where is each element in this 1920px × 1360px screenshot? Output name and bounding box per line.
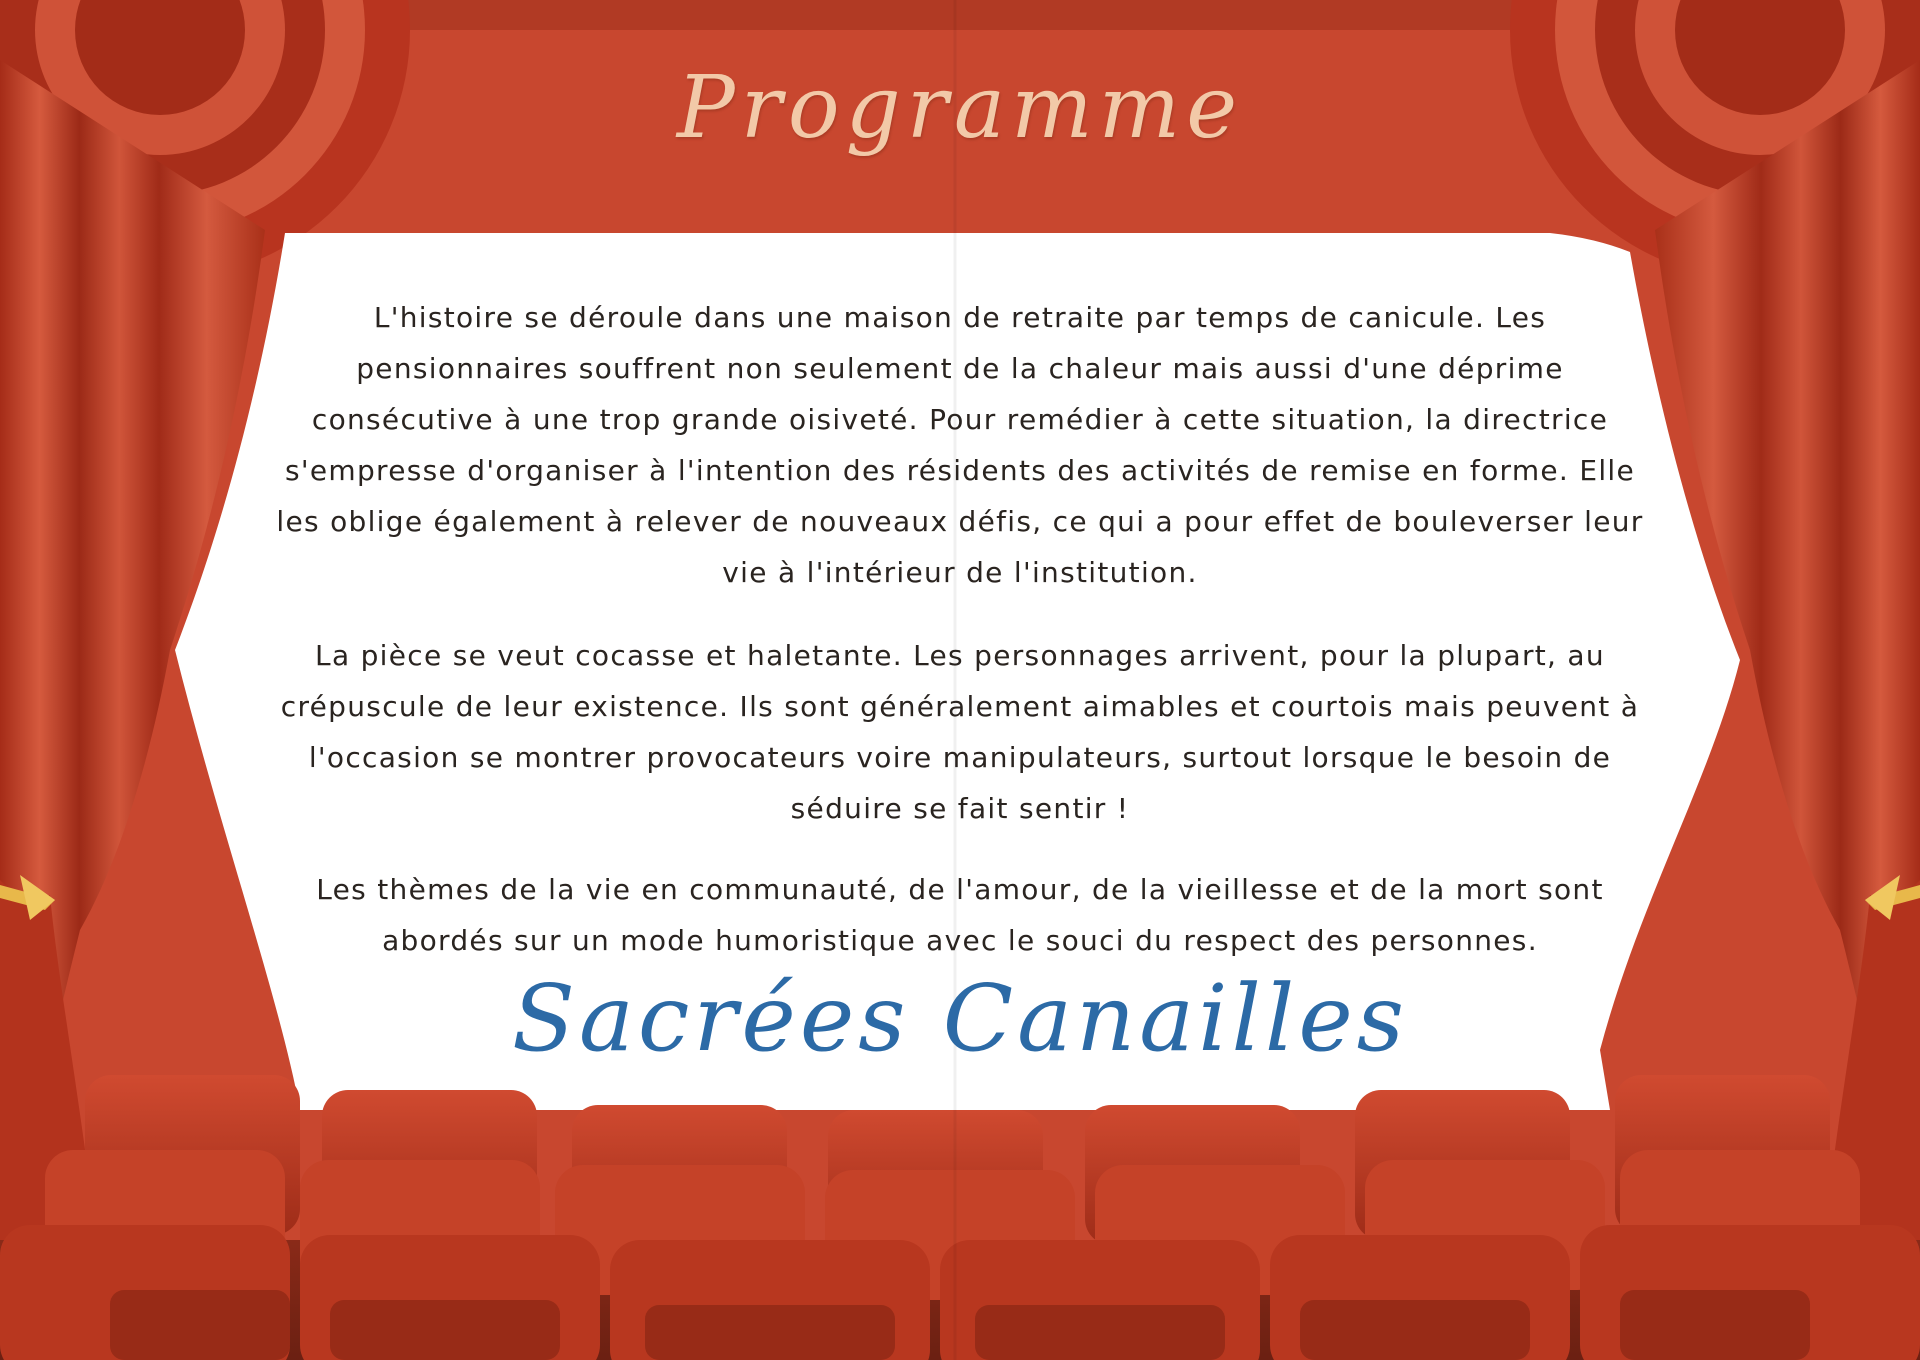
synopsis-paragraph-2: La pièce se veut cocasse et haletante. Les personnages arrivent, pour la plupart, au crépuscule de leur existence. Ils sont généralement aimables et courtois mais peuvent à l'occasion se montrer provocateurs voire manipulateurs, surtout lorsque le besoin de séduire se fait sentir !	[280, 639, 1640, 825]
synopsis	[270, 292, 1650, 1000]
play-title: Sacrées Canailles	[512, 965, 1408, 1072]
synopsis-paragraph-3: Les thèmes de la vie en communauté, de l'amour, de la vieillesse et de la mort sont abordés sur un mode humoristique avec le souci du respect des personnes.	[316, 873, 1604, 957]
programme-title: Programme	[676, 58, 1244, 158]
synopsis-paragraph-1: L'histoire se déroule dans une maison de retraite par temps de canicule. Les pensionnaires souffrent non seulement de la chaleur mais aussi d'une déprime consécutive à une trop grande oisiveté. Pour remédier à cette situation, la directrice s'empresse d'organiser à l'intention des résidents des activités de remise en forme. Elle les oblige également à relever de nouveaux défis, ce qui a pour effet de bouleverser leur vie à l'intérieur de l'institution.	[276, 301, 1644, 589]
